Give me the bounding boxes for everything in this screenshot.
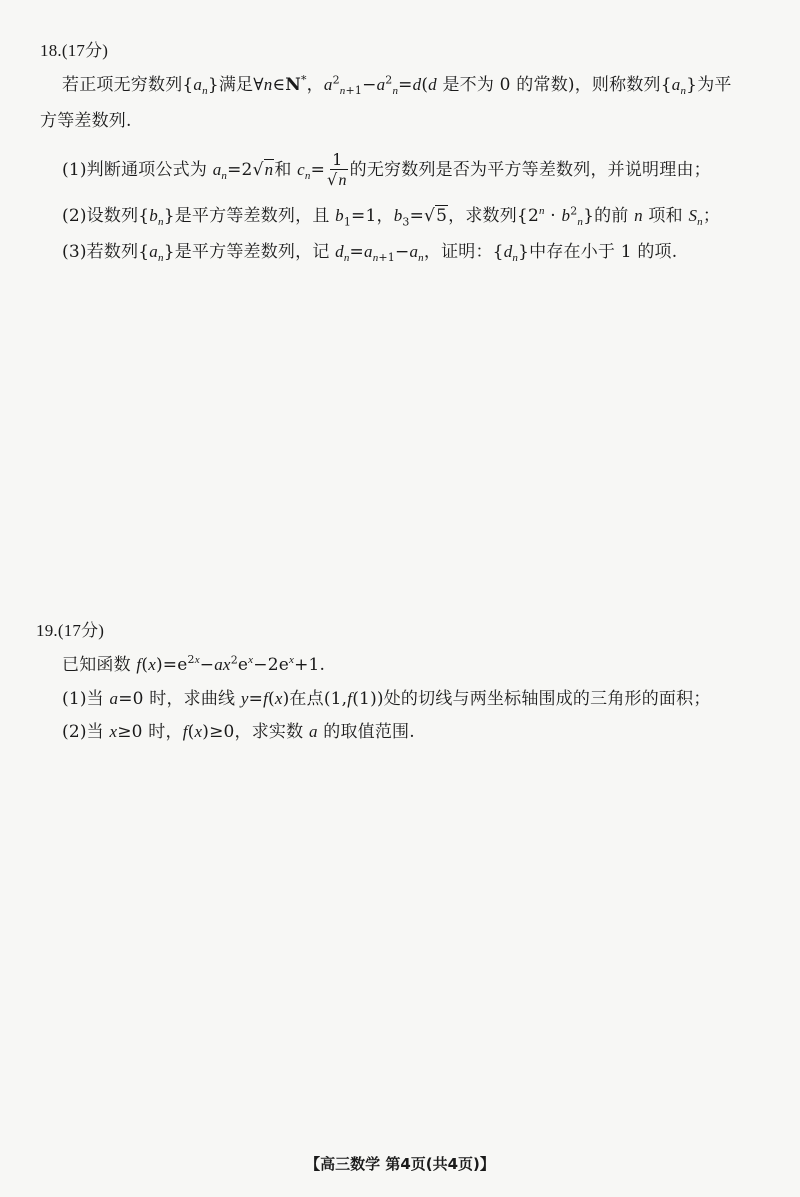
q18-intro-line2: 方等差数列.: [40, 111, 132, 131]
q18-part2: (2)设数列$\{b_n\}$是平方等差数列，且 $b_1=1$，$b_3=√5$，求数列$\{2^n \cdot b^2_n\}$的前 n 项和 $S_n$；: [62, 204, 721, 229]
q19-part2: (2)当 x≥0 时，f(x)≥0，求实数 a 的取值范围.: [62, 722, 415, 742]
q19-intro: 已知函数 $f(x)=e^{2x}-ax^2e^x-2e^x+1$.: [62, 653, 326, 675]
q18-part1: (1)判断通项公式为 $a_n=2√n$和 $c_n=$ $\frac{1}{√n}$ 的无穷数列是否为平方等差数列，并说明理由；: [62, 150, 711, 189]
page-footer: 【高三数学 第4页(共4页)】: [305, 1155, 495, 1173]
q19-header: 19.(17分): [36, 621, 105, 640]
q18-part3: (3)若数列$\{a_n\}$是平方等差数列，记 $d_n=a_{n+1}-a_n$，证明：$\{d_n\}$中存在小于 1 的项.: [62, 242, 678, 265]
q18-header: 18.(17分): [40, 41, 109, 60]
q18-intro-line1: 若正项无穷数列$\{a_n\}$满足∀n∈N*，$a^2_{n+1}-a^2_n=d(d$ 是不为 0 的常数)，则称数列$\{a_n\}$为平: [62, 73, 732, 98]
q19-part1: (1)当 a=0 时，求曲线 y=f(x)在点(1,f(1))处的切线与两坐标轴围成的三角形的面积；: [62, 689, 711, 709]
